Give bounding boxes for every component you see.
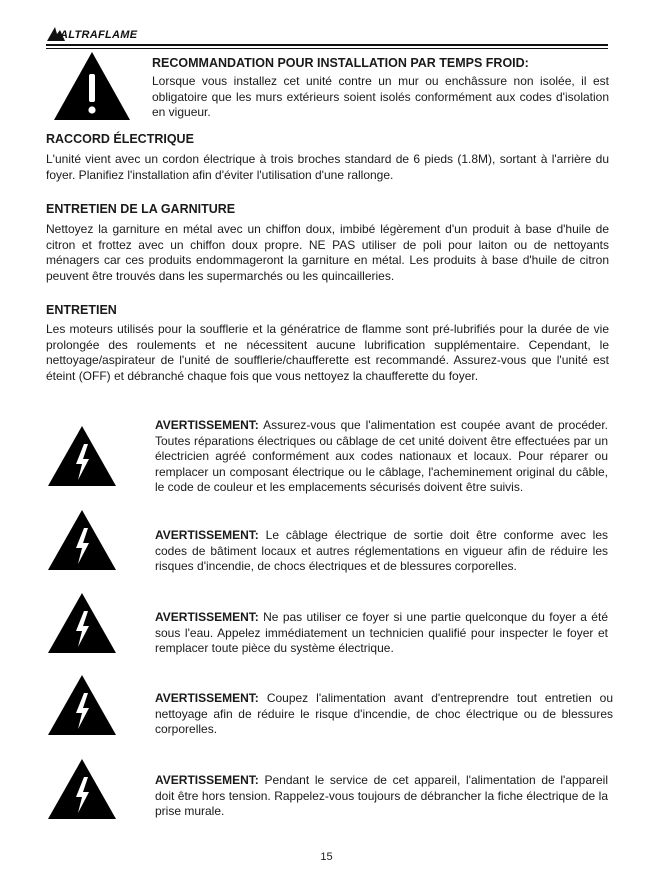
lightning-bolt-triangle-icon	[46, 673, 118, 737]
cold-weather-body: Lorsque vous installez cet unité contre un mur ou enchâssure non isolée, il est obligatoire que les murs extérieurs soient isolés conformément aux codes d'isolation en vigueur.	[152, 74, 609, 119]
warning-text: Coupez l'alimentation avant d'entreprendre tout entretien ou nettoyage afin de réduire le risque d'incendie, de choc électrique ou de blessures corporelles.	[155, 691, 613, 736]
brand-name: ALTRAFLAME	[60, 29, 138, 41]
brand-logo	[46, 24, 156, 46]
lightning-bolt-triangle-icon	[46, 508, 118, 572]
warning-label: AVERTISSEMENT:	[155, 528, 259, 542]
warning-2	[155, 528, 608, 575]
warning-4	[155, 691, 613, 738]
section-title-trim: ENTRETIEN DE LA GARNITURE	[46, 202, 236, 216]
lightning-bolt-triangle-icon	[46, 757, 118, 821]
section-body-trim: Nettoyez la garniture en métal avec un chiffon doux, imbibé légèrement d'un produit à base d'huile de citron et frottez avec un chiffon doux propre. NE PAS utiliser de poli pour laiton ou de nettoyants ménagers car ces produits endommageront la garniture en métal. Les produits à base d'huile de citron peuvent être trouvés dans les supermarchés ou les quincailleries.	[46, 222, 609, 283]
warning-text: Le câblage électrique de sortie doit être conforme avec les codes de bâtiment locaux et autres réglementations en vigueur afin de réduire les risques d'incendie, de chocs électriques et de blessures corporelles.	[155, 528, 608, 573]
warning-label: AVERTISSEMENT:	[155, 610, 259, 624]
lightning-bolt-triangle-icon	[46, 424, 118, 488]
header-rule-thin	[46, 48, 608, 49]
warning-label: AVERTISSEMENT:	[155, 773, 259, 787]
warning-text: Assurez-vous que l'alimentation est coupée avant de procéder. Toutes réparations électriques ou câblage de cet unité doivent être effectuées par un électricien agréé conformément aux codes nationaux et locaux. Pour réparer ou remplacer un composant électrique ou le câblage, l'acheminement original du câble, le code de couleur et les emplacements sécurisés doivent être suivis.	[155, 418, 609, 494]
warning-text: Pendant le service de cet appareil, l'alimentation de l'appareil doit être hors tension. Rappelez-vous toujours de débrancher la fiche électrique de la prise murale.	[155, 773, 608, 818]
section-body-maintenance: Les moteurs utilisés pour la soufflerie et la génératrice de flamme sont pré-lubrifiés pour la durée de vie prolongée des roulements et ne nécessitent aucune lubrification supplémentaire. Cependant, le nettoyage/aspirateur de l'unité de soufflerie/chaufferette est recommandé. Assurez-vous que l'unité est éteint (OFF) et débranché chaque fois que vous nettoyez la chaufferette du foyer.	[46, 322, 609, 383]
header-rule	[46, 44, 608, 46]
warning-5	[155, 773, 608, 820]
cold-weather-title: RECOMMANDATION POUR INSTALLATION PAR TEMPS FROID:	[152, 56, 529, 70]
page-number: 15	[320, 851, 333, 863]
exclamation-triangle-icon	[52, 50, 132, 122]
warning-3	[155, 610, 608, 657]
section-body-electrical: L'unité vient avec un cordon électrique à trois broches standard de 6 pieds (1.8M), sortant à l'arrière du foyer. Planifiez l'installation afin d'éviter l'utilisation d'une rallonge.	[46, 152, 609, 182]
lightning-bolt-triangle-icon	[46, 591, 118, 655]
warning-text: Ne pas utiliser ce foyer si une partie quelconque du foyer a été sous l'eau. Appelez immédiatement un technicien qualifié pour inspecter le foyer et remplacer toute pièce du système électrique.	[155, 610, 608, 655]
warning-1	[155, 418, 608, 496]
section-title-maintenance: ENTRETIEN	[46, 303, 117, 317]
warning-label: AVERTISSEMENT:	[155, 691, 259, 705]
section-title-electrical: RACCORD ÉLECTRIQUE	[46, 132, 194, 146]
warning-label: AVERTISSEMENT:	[155, 418, 259, 432]
